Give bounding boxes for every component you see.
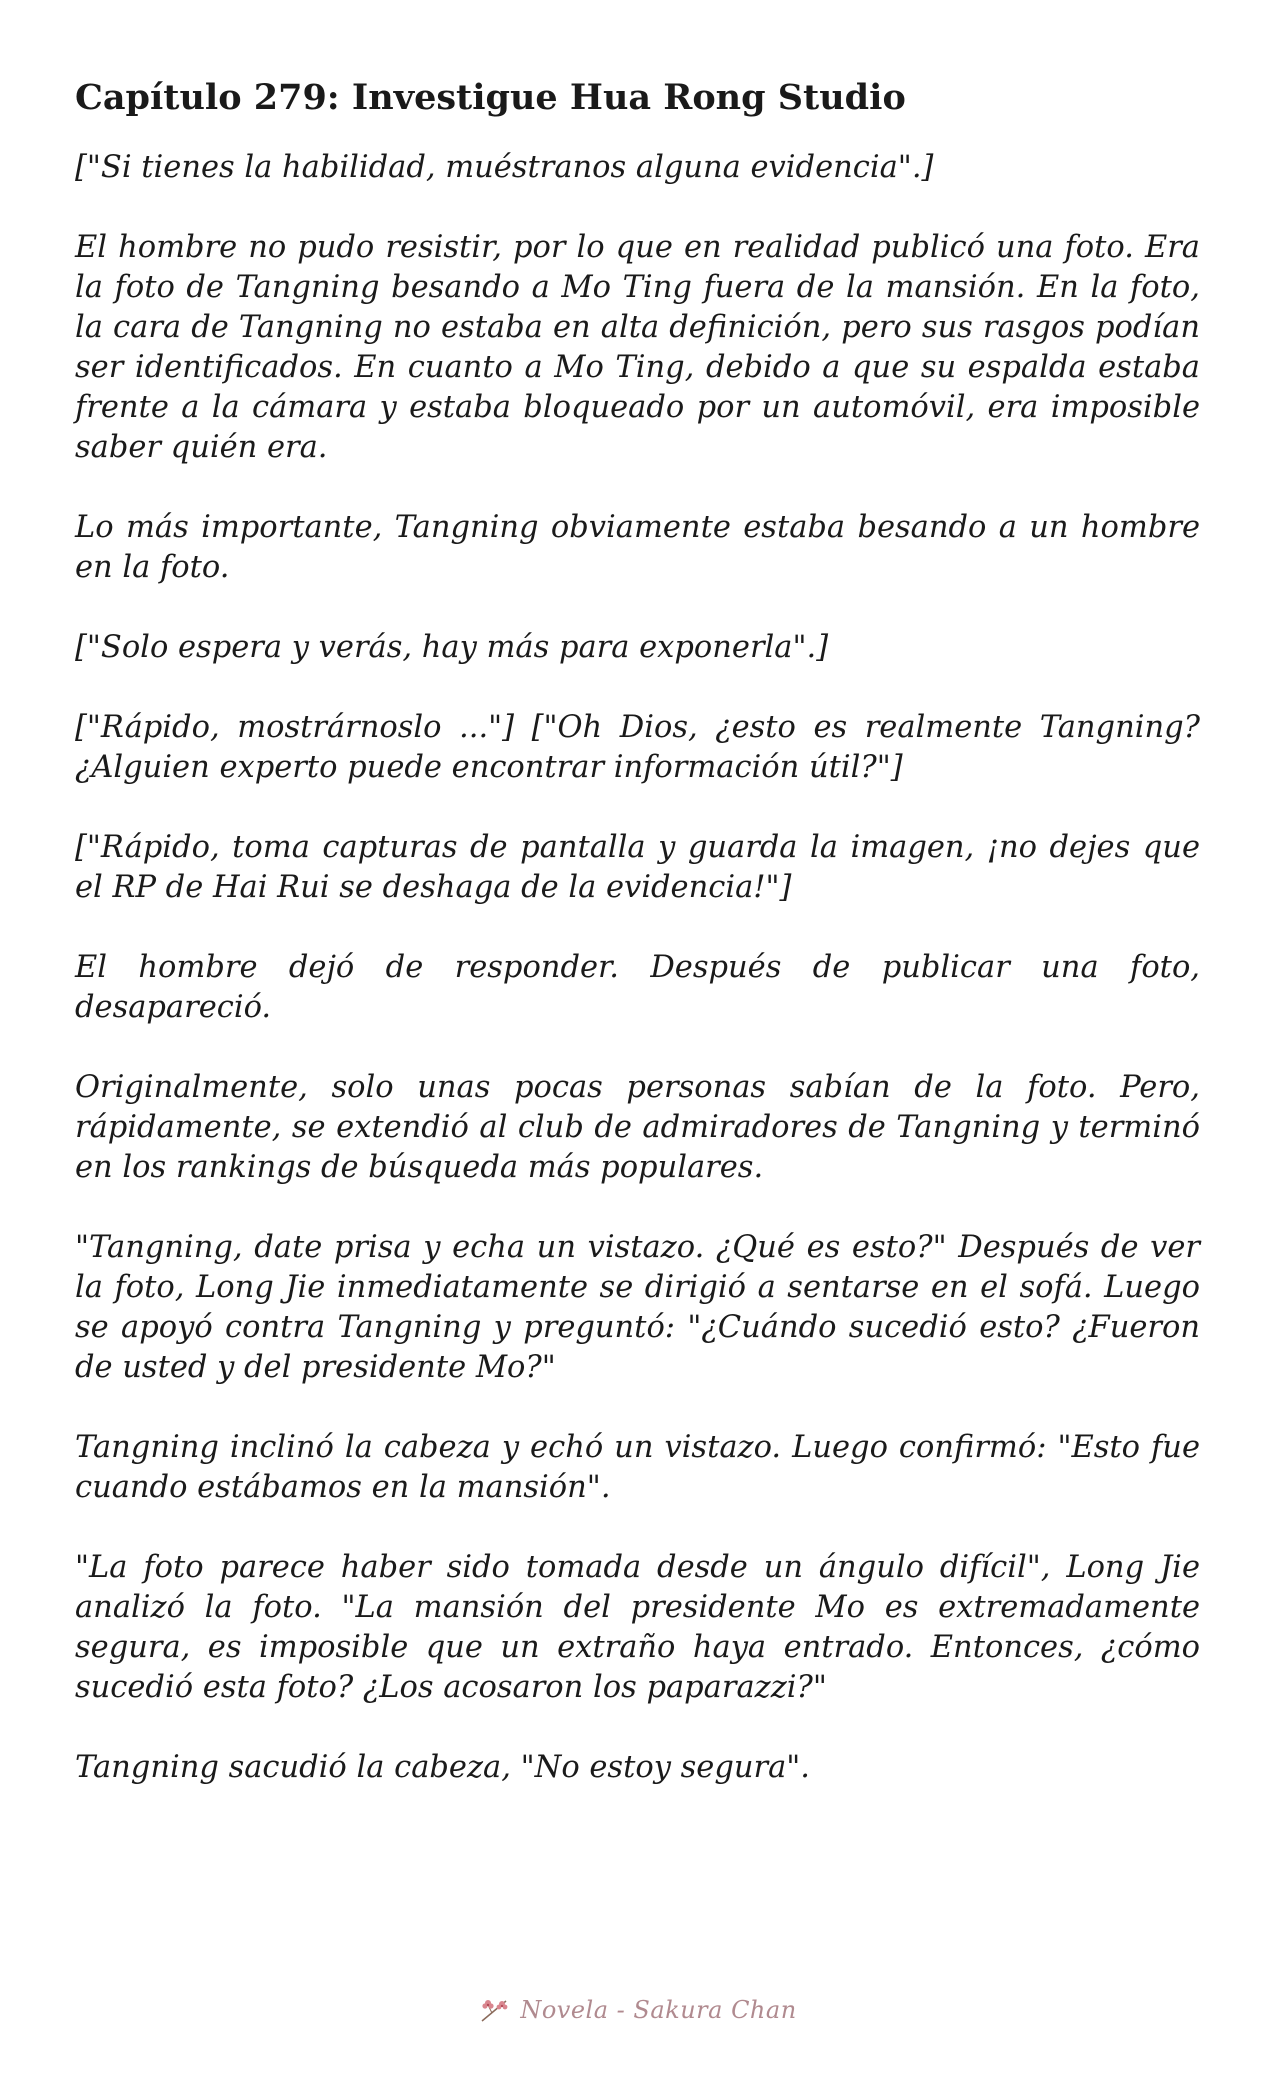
paragraph: El hombre dejó de responder. Después de publicar una foto, desapareció.: [75, 950, 1200, 1025]
chapter-page: [75, 68, 1200, 1828]
paragraph: "La foto parece haber sido tomada desde un ángulo difícil", Long Jie analizó la foto. "La mansión del presidente Mo es extremadamente segura, es imposible que un extraño haya entrado. Entonces, ¿cómo sucedió esta foto? ¿Los acosaron los paparazzi?": [75, 1550, 1200, 1705]
footer-credit-text: Novela - Sakura Chan: [520, 1996, 797, 2024]
paragraph: Lo más importante, Tangning obviamente estaba besando a un hombre en la foto.: [75, 510, 1200, 585]
paragraph: Tangning inclinó la cabeza y echó un vistazo. Luego confirmó: "Esto fue cuando estábamos en la mansión".: [75, 1430, 1200, 1505]
paragraph: ["Si tienes la habilidad, muéstranos alguna evidencia".]: [75, 150, 934, 185]
paragraph: Tangning sacudió la cabeza, "No estoy segura".: [75, 1750, 810, 1785]
paragraph: "Tangning, date prisa y echa un vistazo. ¿Qué es esto?" Después de ver la foto, Long Jie inmediatamente se dirigió a sentarse en el sofá. Luego se apoyó contra Tangning y preguntó: "¿Cuándo sucedió esto? ¿Fueron de usted y del presidente Mo?": [75, 1230, 1200, 1385]
paragraph: El hombre no pudo resistir, por lo que en realidad publicó una foto. Era la foto de Tangning besando a Mo Ting fuera de la mansión. En la foto, la cara de Tangning no estaba en alta definición, pero sus rasgos podían ser identificados. En cuanto a Mo Ting, debido a que su espalda estaba frente a la cámara y estaba bloqueado por un automóvil, era imposible saber quién era.: [75, 230, 1200, 465]
chapter-title: Capítulo 279: Investigue Hua Rong Studio: [75, 77, 906, 118]
footer-watermark: [0, 1990, 1275, 2030]
paragraph: ["Solo espera y verás, hay más para exponerla".]: [75, 630, 829, 665]
paragraph: ["Rápido, mostrárnoslo ..."] ["Oh Dios, ¿esto es realmente Tangning? ¿Alguien experto puede encontrar información útil?"]: [75, 710, 1200, 785]
paragraph: ["Rápido, toma capturas de pantalla y guarda la imagen, ¡no dejes que el RP de Hai Rui se deshaga de la evidencia!"]: [75, 830, 1200, 905]
sakura-flower-icon: [478, 1995, 512, 2025]
paragraph: Originalmente, solo unas pocas personas sabían de la foto. Pero, rápidamente, se extendió al club de admiradores de Tangning y terminó en los rankings de búsqueda más populares.: [75, 1070, 1200, 1185]
